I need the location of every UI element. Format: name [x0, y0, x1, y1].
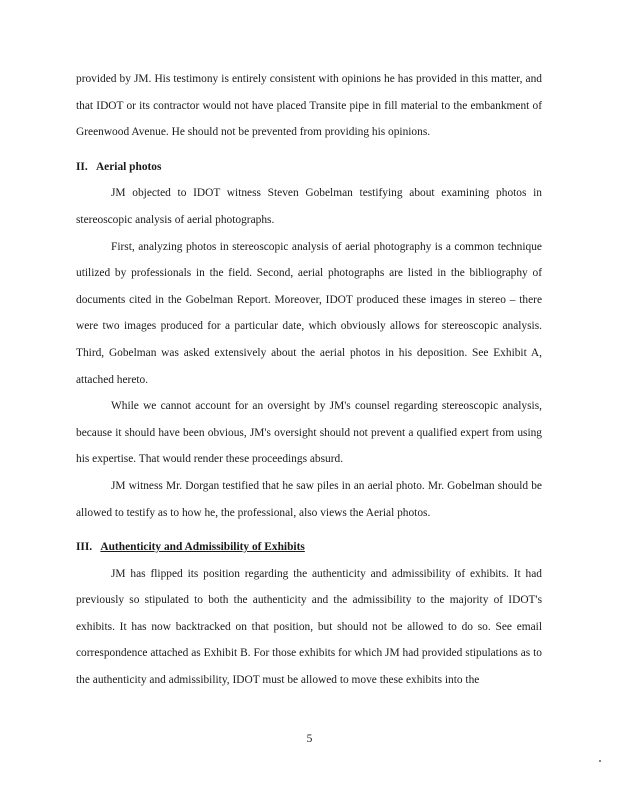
paragraph: JM objected to IDOT witness Steven Gobelman testifying about examining photos in stereoscopic analysis of aerial photographs. — [76, 187, 542, 226]
spacer — [76, 146, 542, 154]
paragraph: First, analyzing photos in stereoscopic analysis of aerial photography is a common technique utilized by professionals in the field. Second, aerial photographs are listed in the bibliography of documents cited in the Gobelman Report. Moreover, IDOT produced these images in stereo – there were two images produced for a particular date, which obviously allows for stereoscopic analysis. Third, Gobelman was asked extensively about the aerial photos in his deposition. See Exhibit A, attached hereto. — [76, 240, 542, 386]
paragraph: JM has flipped its position regarding the authenticity and admissibility of exhibits. It had previously so stipulated to both the authenticity and the admissibility to the majority of IDOT's exhibits. It has now backtracked on that position, but should not be allowed to do so. See email correspondence attached as Exhibit B. For those exhibits for which JM had provided stipulations as to the authenticity and admissibility, IDOT must be allowed to move these exhibits into the — [76, 567, 542, 687]
page-number: 5 — [306, 733, 313, 745]
section-title: Authenticity and Admissibility of Exhibits — [100, 541, 305, 554]
section-heading-authenticity — [76, 534, 542, 561]
paragraph: JM witness Mr. Dorgan testified that he saw piles in an aerial photo. Mr. Gobelman should be allowed to testify as to how he, the professional, also views the Aerial photos. — [76, 479, 542, 519]
scan-speck — [599, 760, 601, 762]
paragraph-continued: provided by JM. His testimony is entirely consistent with opinions he has provided in this matter, and that IDOT or its contractor would not have placed Transite pipe in fill material to the embankment of Greenwood Avenue. He should not be prevented from providing his opinions. — [76, 73, 542, 139]
section-title: Aerial photos — [95, 160, 162, 173]
section-heading-aerial-photos — [76, 154, 542, 181]
paragraph: While we cannot account for an oversight by JM's counsel regarding stereoscopic analysis, because it should have been obvious, JM's oversight should not prevent a qualified expert from using his expertise. That would render these proceedings absurd. — [76, 400, 542, 466]
section-number: III. — [76, 541, 93, 554]
document-body — [76, 66, 542, 694]
section-number: II. — [76, 160, 88, 173]
spacer — [76, 526, 542, 534]
